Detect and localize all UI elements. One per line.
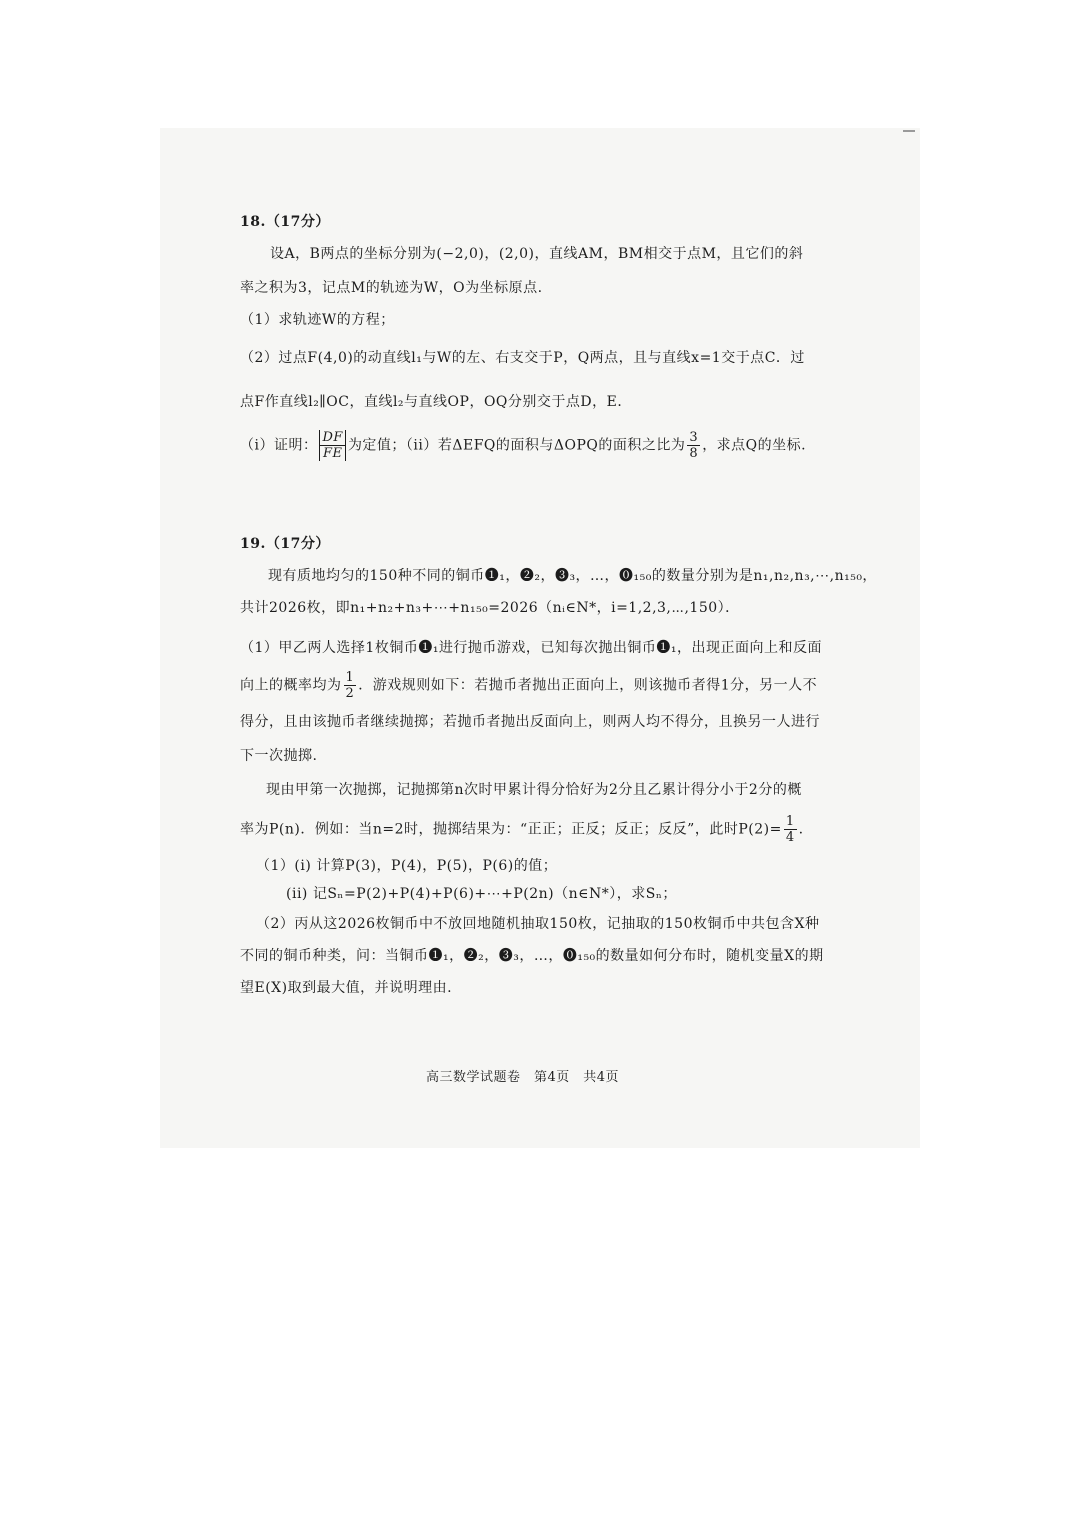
q18-subparts: [240, 430, 806, 461]
fraction-numerator: 1: [785, 814, 795, 829]
q19-example: [240, 814, 804, 845]
q19-subpart-i: （1）(i) 计算P(3)，P(4)，P(5)，P(6)的值；: [256, 858, 558, 874]
q19-line-2: 共计2026枚，即n₁+n₂+n₃+⋯+n₁₅₀=2026（nᵢ∈N*，i=1,2,3,⋯,150）．: [240, 600, 740, 616]
q19-header: 19.（17分）: [240, 536, 330, 552]
q18-part-2-cont: 点F作直线l₂∥OC，直线l₂与直线OP，OQ分别交于点D，E．: [240, 394, 632, 410]
scan-mark: [903, 130, 915, 132]
q19-example-prefix: 率为P(n)．例如：当n=2时，抛掷结果为：“正正；正反；反正；反反”，此时P(2)=: [240, 821, 782, 838]
ratio-df-fe: [319, 430, 345, 461]
q19-example-suffix: .: [798, 821, 804, 838]
q19-prob-prefix: 向上的概率均为: [240, 677, 342, 694]
q19-subpart-ii: (ii) 记Sₙ=P(2)+P(4)+P(6)+⋯+P(2n)（n∈N*），求Sₙ；: [286, 886, 677, 902]
fraction-denominator: 8: [689, 446, 699, 461]
page-footer: 高三数学试题卷 第4页 共4页: [426, 1070, 620, 1085]
fraction-3-8: [687, 430, 700, 461]
q18-line-2: 率之积为3，记点M的轨迹为W，O为坐标原点.: [240, 280, 543, 296]
q19-line-1: 现有质地均匀的150种不同的铜币❶₁，❷₂，❸₃，…，⓿₁₅₀的数量分别为是n₁,n₂,n₃,⋯,n₁₅₀，: [268, 568, 877, 584]
q19-rules-end: 下一次抛掷.: [240, 748, 318, 764]
q19-part-1-cont: [240, 670, 817, 701]
q18-subpart-ii: 为定值；（ii）若ΔEFQ的面积与ΔOPQ的面积之比为: [347, 437, 686, 454]
fraction-denominator: 2: [345, 686, 355, 701]
q19-part-2: （2）丙从这2026枚铜币中不放回地随机抽取150枚，记抽取的150枚铜币中共包含X种: [256, 916, 820, 932]
q18-subpart-i-prefix: （i）证明：: [240, 437, 318, 454]
q18-part-1: （1）求轨迹W的方程；: [240, 312, 395, 328]
fraction-1-4: [784, 814, 797, 845]
q18-line-1: 设A，B两点的坐标分别为(−2,0)，(2,0)，直线AM，BM相交于点M，且它们的斜: [270, 246, 804, 262]
ratio-fe: FE: [319, 446, 345, 461]
fraction-numerator: 3: [689, 430, 699, 445]
fraction-numerator: 1: [345, 670, 355, 685]
fraction-denominator: 4: [785, 830, 795, 845]
q19-part-1: （1）甲乙两人选择1枚铜币❶₁进行抛币游戏，已知每次抛出铜币❶₁，出现正面向上和反面: [240, 640, 823, 656]
q19-definition: 现由甲第一次抛掷，记抛掷第n次时甲累计得分恰好为2分且乙累计得分小于2分的概: [266, 782, 802, 798]
fraction-1-2: [344, 670, 357, 701]
q19-rules-line: 得分，且由该抛币者继续抛掷；若抛币者抛出反面向上，则两人均不得分，且换另一人进行: [240, 714, 820, 730]
q19-part-2-cont: 不同的铜币种类，问：当铜币❶₁，❷₂，❸₃，…，⓿₁₅₀的数量如何分布时，随机变量X的期: [240, 948, 824, 964]
q18-subpart-ii-suffix: ，求点Q的坐标.: [702, 437, 807, 454]
ratio-df: DF: [319, 430, 345, 446]
q19-prob-suffix: ．游戏规则如下：若抛币者抛出正面向上，则该抛币者得1分，另一人不: [358, 677, 818, 694]
q18-part-2: （2）过点F(4,0)的动直线l₁与W的左、右支交于P，Q两点，且与直线x=1交于点C．过: [240, 350, 805, 366]
q19-part-2-end: 望E(X)取到最大值，并说明理由.: [240, 980, 453, 996]
q18-header: 18.（17分）: [240, 214, 330, 230]
